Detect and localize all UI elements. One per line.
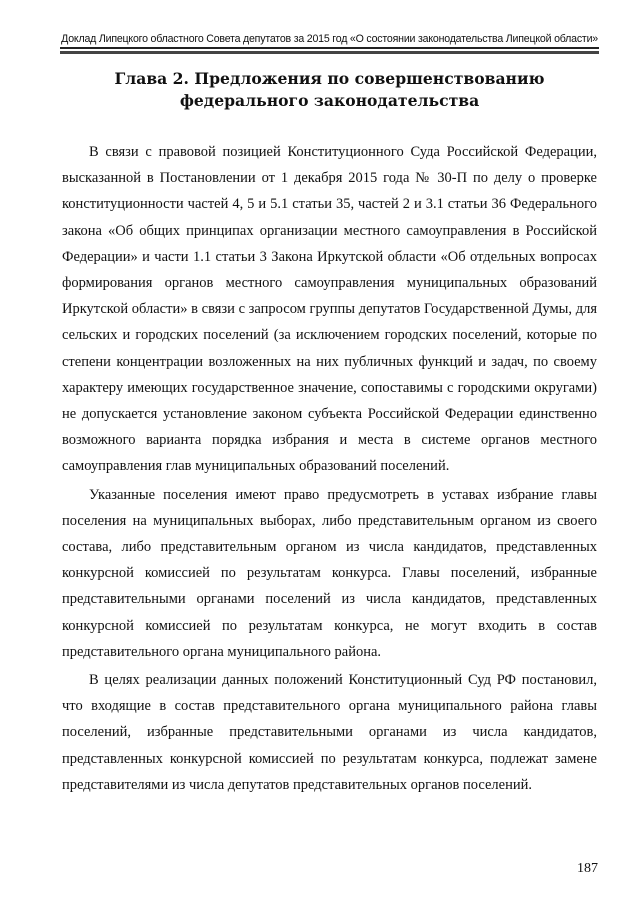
- header-rule-thin: [60, 47, 599, 49]
- chapter-title: [60, 68, 599, 112]
- running-header: Доклад Липецкого областного Совета депутатов за 2015 год «О состоянии законодательства Липецкой области»: [61, 33, 598, 45]
- page-number: 187: [577, 861, 598, 876]
- paragraph-1: В связи с правовой позицией Конституционного Суда Российской Федерации, высказанной в Постановлении от 1 декабря 2015 года № 30-П по делу о проверке конституционности частей 4, 5 и 5.1 статьи 35, частей 2 и 3.1 статьи 36 Федерального закона «Об общих принципах организации местного самоуправления в Российской Федерации» и части 1.1 статьи 3 Закона Иркутской области «Об отдельных вопросах формирования органов местного самоуправления муниципальных образований Иркутской области» в связи с запросом группы депутатов Государственной Думы, для сельских и городских поселений (за исключением городских поселений, которые по степени концентрации возложенных на них публичных функций и задач, по своему характеру имеющих государственное значение, сопоставимы с городскими округами) не допускается установление законом субъекта Российской Федерации единственно возможного варианта порядка избрания и места в системе органов местного самоуправления глав муниципальных образований поселений.: [62, 144, 597, 475]
- chapter-title-line-2: федерального законодательства: [179, 91, 480, 110]
- body-text: [62, 139, 597, 800]
- header-rule-thick: [60, 51, 599, 54]
- paragraph-2: Указанные поселения имеют право предусмотреть в уставах избрание главы поселения на муниципальных выборах, либо представительным органом из своего состава, либо представительным органом из числа кандидатов, представленных конкурсной комиссией по результатам конкурса. Главы поселений, избранные представительными органами поселений из числа кандидатов, представленных конкурсной комиссией по результатам конкурса, не могут входить в состав представительного органа муниципального района.: [62, 486, 597, 660]
- paragraph-3: В целях реализации данных положений Конституционный Суд РФ постановил, что входящие в состав представительного органа муниципального района главы поселений, избранные представительными органами из числа кандидатов, представленных конкурсной комиссией по результатам конкурса, подлежат замене представителями из числа депутатов представительных органов поселений.: [62, 672, 597, 793]
- chapter-title-line-1: Глава 2. Предложения по совершенствованию: [114, 69, 545, 88]
